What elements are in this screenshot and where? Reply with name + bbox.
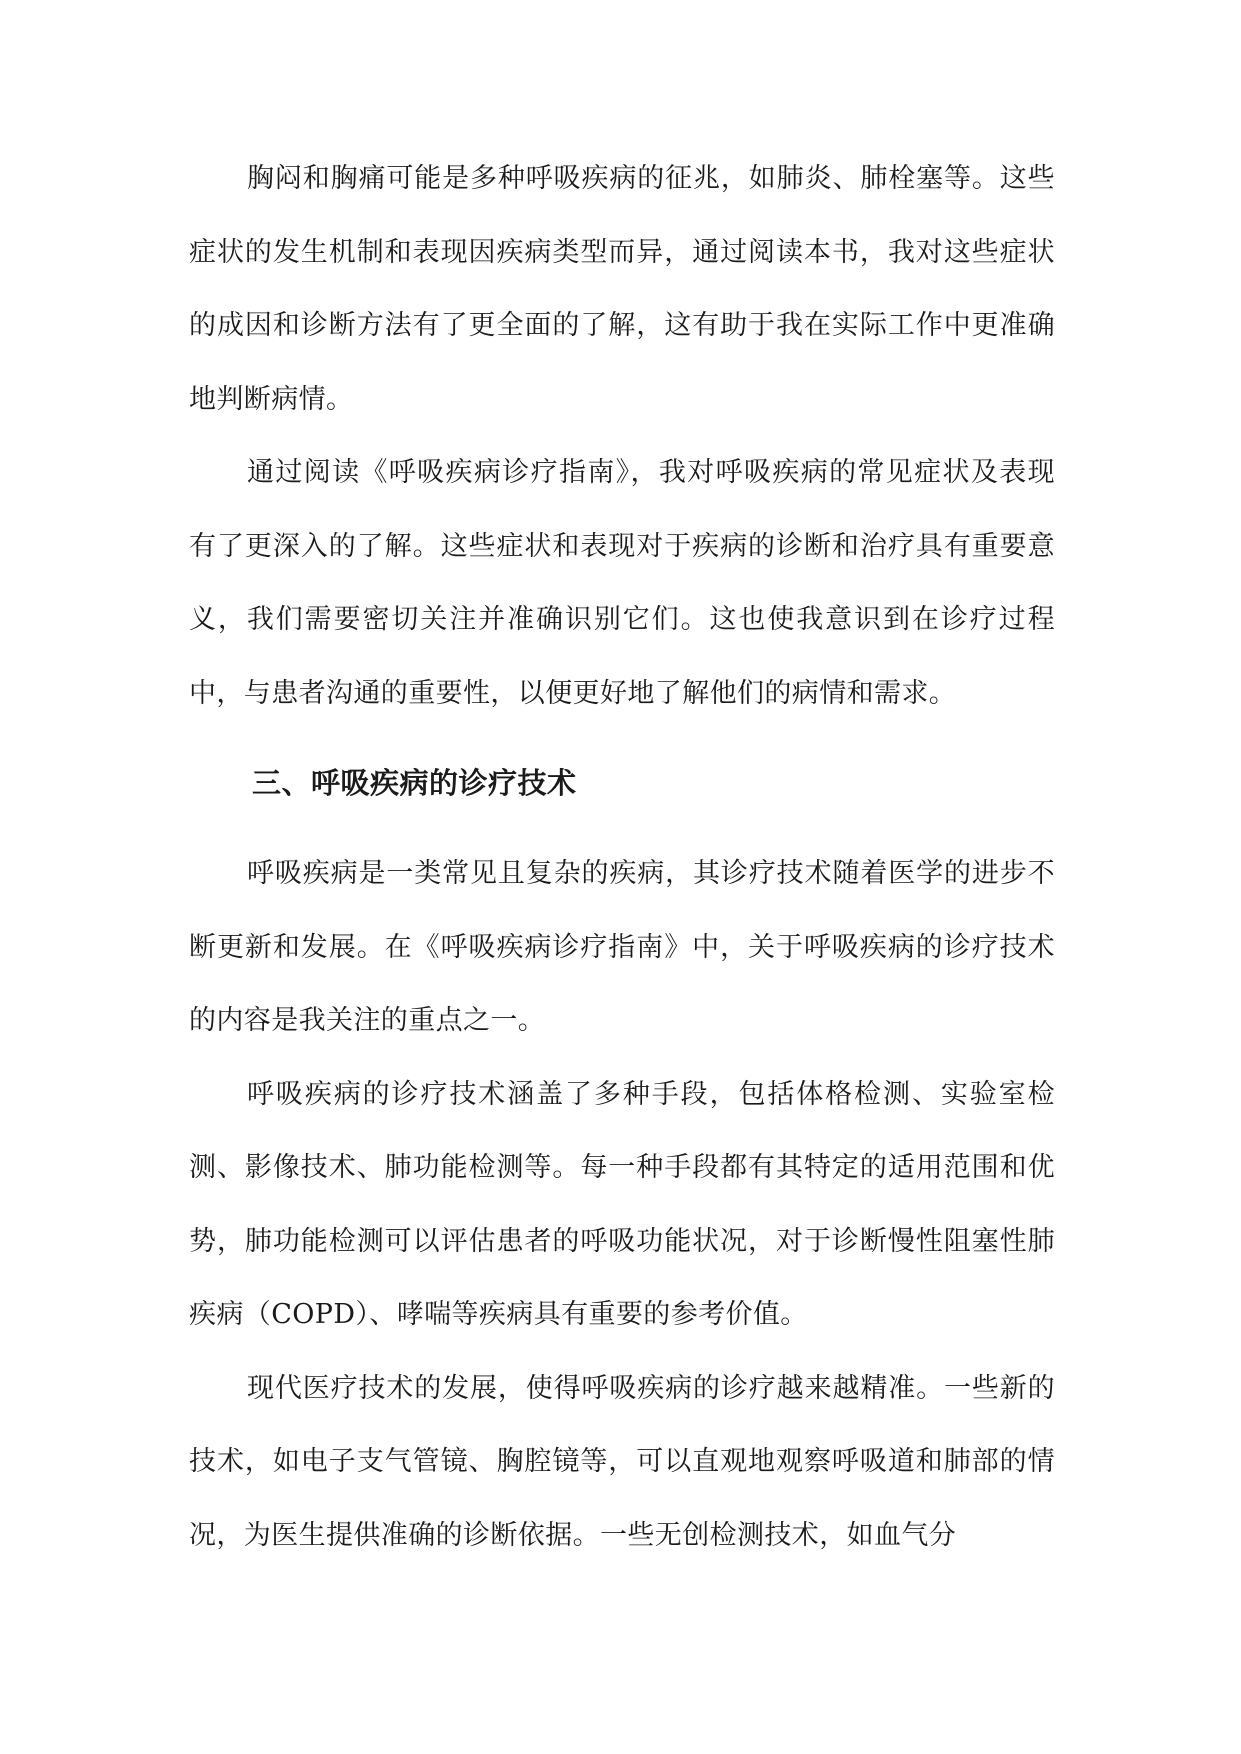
paragraph-chest-symptoms: 胸闷和胸痛可能是多种呼吸疾病的征兆，如肺炎、肺栓塞等。这些症状的发生机制和表现因疾病类型而异，通过阅读本书，我对这些症状的成因和诊断方法有了更全面的了解，这有助于我在实际工作中更准确地判断病情。 [189,163,1055,415]
paragraph-modern-technology: 现代医疗技术的发展，使得呼吸疾病的诊疗越来越精准。一些新的技术，如电子支气管镜、胸腔镜等，可以直观地观察呼吸道和肺部的情况，为医生提供准确的诊断依据。一些无创检测技术，如血气分 [189,1372,1055,1551]
paragraph-reading-reflection: 通过阅读《呼吸疾病诊疗指南》，我对呼吸疾病的常见症状及表现有了更深入的了解。这些症状和表现对于疾病的诊断和治疗具有重要意义，我们需要密切关注并准确识别它们。这也使我意识到在诊疗过程中，与患者沟通的重要性，以便更好地了解他们的病情和需求。 [189,457,1055,709]
paragraph-diagnosis-intro: 呼吸疾病是一类常见且复杂的疾病，其诊疗技术随着医学的进步不断更新和发展。在《呼吸疾病诊疗指南》中，关于呼吸疾病的诊疗技术的内容是我关注的重点之一。 [189,858,1055,1036]
document-body [189,142,1055,1572]
paragraph-diagnosis-methods: 呼吸疾病的诊疗技术涵盖了多种手段，包括体格检测、实验室检测、影像技术、肺功能检测等。每一种手段都有其特定的适用范围和优势，肺功能检测可以评估患者的呼吸功能状况，对于诊断慢性阻塞性肺疾病（COPD）、哮喘等疾病具有重要的参考价值。 [189,1078,1055,1330]
section-heading: 三、呼吸疾病的诊疗技术 [252,766,577,800]
